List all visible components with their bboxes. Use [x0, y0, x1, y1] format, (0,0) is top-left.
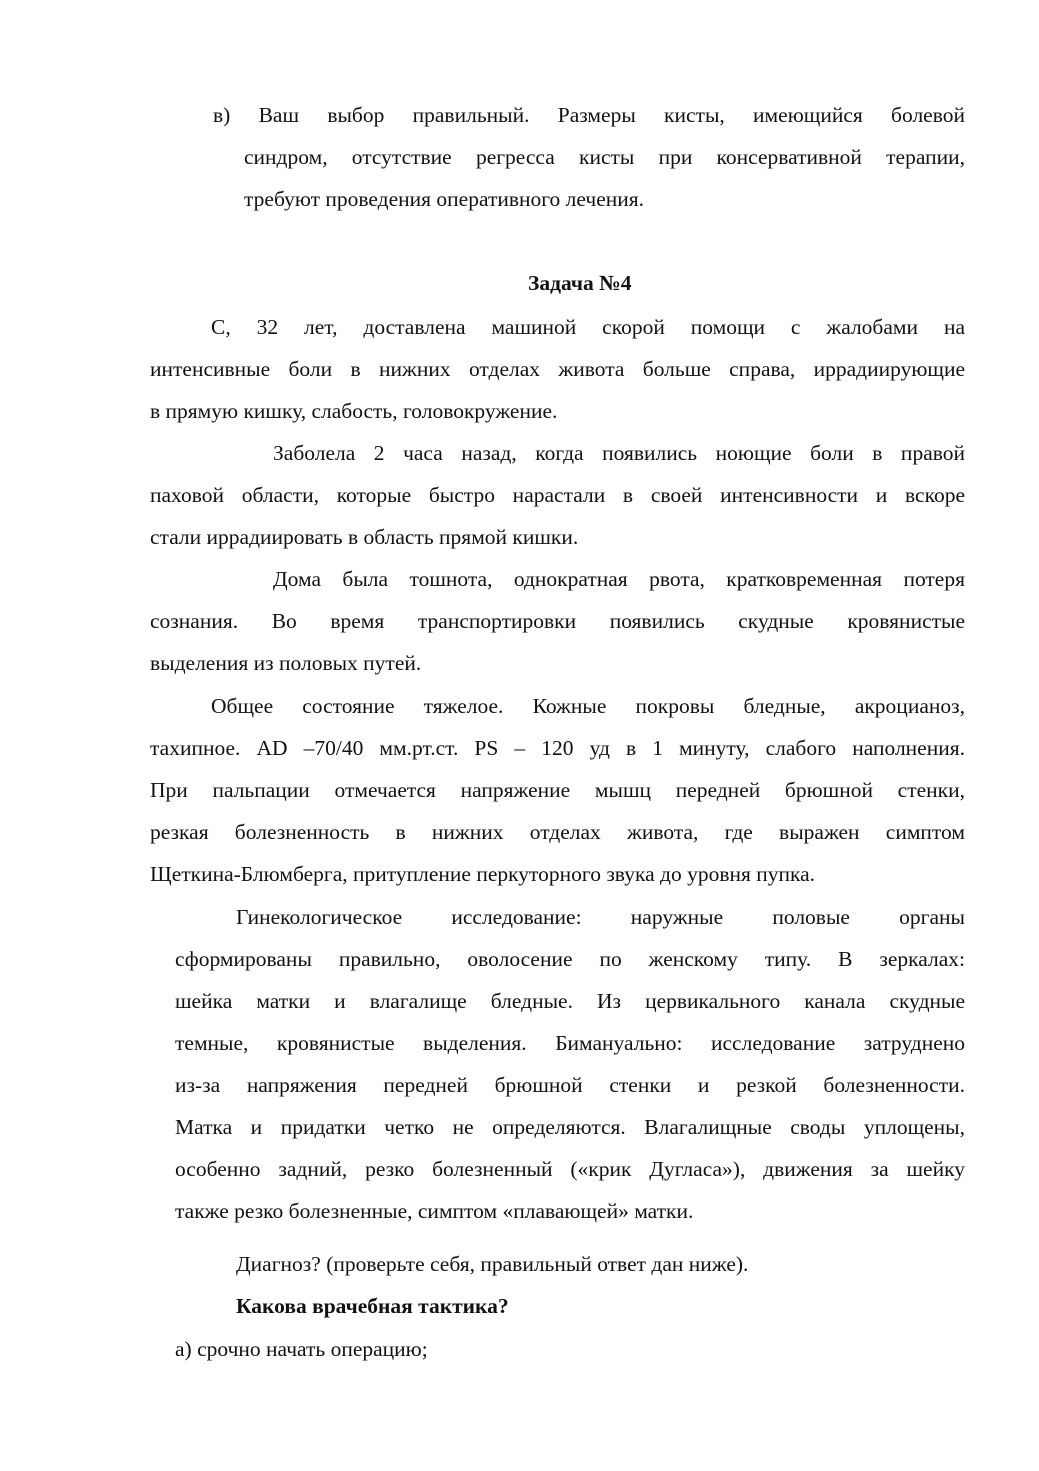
- general-line-3: При пальпации отмечается напряжение мышц передней брюшной стенки,: [150, 778, 965, 802]
- complaint-line-2: интенсивные боли в нижних отделах живота больше справа, иррадиирующие: [150, 357, 965, 381]
- answer-v-line-1: в) Ваш выбор правильный. Размеры кисты, имеющийся болевой: [213, 103, 965, 127]
- gyn-line-6: Матка и придатки четко не определяются. Влагалищные своды уплощены,: [175, 1115, 965, 1139]
- anamnesis-line-1: Заболела 2 часа назад, когда появились ноющие боли в правой: [273, 441, 965, 465]
- home-line-1: Дома была тошнота, однократная рвота, кратковременная потеря: [273, 567, 965, 591]
- gyn-line-1: Гинекологическое исследование: наружные половые органы: [236, 905, 965, 929]
- option-a: а) срочно начать операцию;: [175, 1337, 428, 1361]
- gyn-line-7: особенно задний, резко болезненный («крик Дугласа»), движения за шейку: [175, 1157, 965, 1181]
- gyn-line-2: сформированы правильно, оволосение по женскому типу. В зеркалах:: [175, 947, 965, 971]
- anamnesis-line-2: паховой области, которые быстро нарастали в своей интенсивности и вскоре: [150, 483, 965, 507]
- tactics-question: Какова врачебная тактика?: [236, 1294, 509, 1318]
- task-title: Задача №4: [528, 271, 632, 295]
- anamnesis-line-3: стали иррадиировать в область прямой кишки.: [150, 525, 579, 549]
- general-line-5: Щеткина-Блюмберга, притупление перкуторного звука до уровня пупка.: [150, 862, 816, 886]
- gyn-line-8: также резко болезненные, симптом «плавающей» матки.: [175, 1199, 694, 1223]
- complaint-line-3: в прямую кишку, слабость, головокружение.: [150, 399, 558, 423]
- general-line-4: резкая болезненность в нижних отделах живота, где выражен симптом: [150, 820, 965, 844]
- diagnosis-prompt: Диагноз? (проверьте себя, правильный ответ дан ниже).: [236, 1252, 749, 1276]
- general-line-2: тахипное. АD –70/40 мм.рт.ст. PS – 120 уд в 1 минуту, слабого наполнения.: [150, 736, 965, 760]
- gyn-line-3: шейка матки и влагалище бледные. Из цервикального канала скудные: [175, 989, 965, 1013]
- home-line-2: сознания. Во время транспортировки появились скудные кровянистые: [150, 609, 965, 633]
- answer-v-line-2: синдром, отсутствие регресса кисты при консервативной терапии,: [244, 145, 965, 169]
- gyn-line-5: из-за напряжения передней брюшной стенки и резкой болезненности.: [175, 1073, 965, 1097]
- complaint-line-1: С, 32 лет, доставлена машиной скорой помощи с жалобами на: [211, 315, 965, 339]
- home-line-3: выделения из половых путей.: [150, 651, 422, 675]
- answer-v-line-3: требуют проведения оперативного лечения.: [244, 187, 645, 211]
- general-line-1: Общее состояние тяжелое. Кожные покровы бледные, акроцианоз,: [211, 694, 965, 718]
- gyn-line-4: темные, кровянистые выделения. Бимануально: исследование затруднено: [175, 1031, 965, 1055]
